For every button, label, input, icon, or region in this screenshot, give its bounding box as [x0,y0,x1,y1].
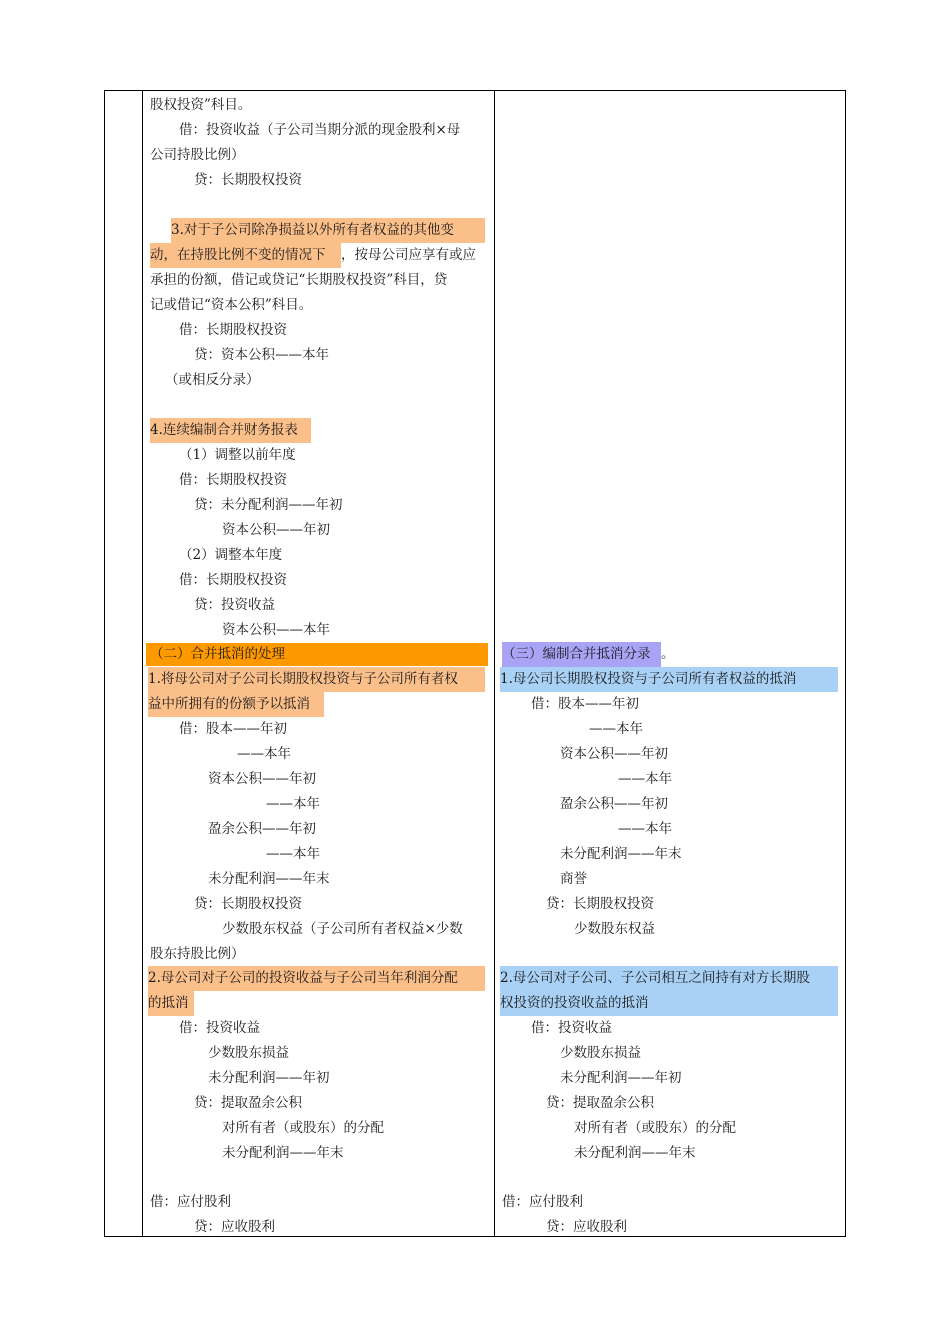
highlighted-heading: 2.母公司对子公司、子公司相互之间持有对方长期股 [500,966,838,991]
text-line: 资本公积——年初 [560,746,668,762]
text-line: 贷：投资收益 [194,597,275,613]
text-line: 记或借记“资本公积”科目。 [150,297,313,313]
text-line: （1）调整以前年度 [179,447,296,463]
text-line: （或相反分录） [165,372,260,388]
text-line: 对所有者（或股东）的分配 [222,1120,384,1136]
text-line: 对所有者（或股东）的分配 [574,1120,736,1136]
text-line: 借：应付股利 [150,1194,231,1210]
highlighted-heading: 1.将母公司对子公司长期股权投资与子公司所有者权 [148,667,485,692]
highlighted-heading: 2.母公司对子公司的投资收益与子公司当年利润分配 [148,966,485,991]
text-line: 股权投资”科目。 [150,97,252,113]
highlighted-heading: 动，在持股比例不变的情况下 [150,243,341,268]
section-title: （三）编制合并抵消分录 [502,642,661,667]
text-line: 少数股东损益 [208,1045,289,1061]
highlighted-heading: 的抵消 [148,991,194,1016]
text-line: 资本公积——本年 [222,622,330,638]
text-line: 资本公积——年初 [222,522,330,538]
text-line: 商誉 [560,871,587,887]
section-title: （二）合并抵消的处理 [150,646,285,662]
text-line: ——本年 [266,796,320,812]
text-line: 股东持股比例） [150,946,245,962]
text-line: 借：长期股权投资 [179,572,287,588]
text-line: 未分配利润——年末 [560,846,682,862]
text-line: 借：投资收益 [531,1020,612,1036]
text-line: ——本年 [618,821,672,837]
text-line: 未分配利润——年初 [208,1070,330,1086]
text-line: 借：长期股权投资 [179,322,287,338]
text-line: 少数股东损益 [560,1045,641,1061]
text-line: ，按母公司应享有或应 [341,247,476,263]
text-line: 贷：提取盈余公积 [194,1095,302,1111]
text-line: 未分配利润——年末 [208,871,330,887]
highlighted-heading: 3.对于子公司除净损益以外所有者权益的其他变 [171,218,485,243]
text-line: 盈余公积——年初 [560,796,668,812]
text-line: 借：投资收益（子公司当期分派的现金股利×母 [179,122,461,138]
highlighted-heading: 1.母公司长期股权投资与子公司所有者权益的抵消 [500,667,838,692]
text-line: 贷：应收股利 [546,1219,627,1235]
text-line: 借：应付股利 [502,1194,583,1210]
highlighted-heading: 4.连续编制合并财务报表 [150,418,311,443]
column-divider [494,91,495,1236]
highlighted-heading: 益中所拥有的份额予以抵消 [148,692,324,717]
text-line: 少数股东权益（子公司所有者权益×少数 [222,921,463,937]
text-line: 借：投资收益 [179,1020,260,1036]
column-divider [142,91,143,1236]
text-line: ——本年 [589,721,643,737]
text-line: 未分配利润——年末 [222,1145,344,1161]
text-line: 资本公积——年初 [208,771,316,787]
text-line: 少数股东权益 [574,921,655,937]
text-line: 盈余公积——年初 [208,821,316,837]
text-line: （2）调整本年度 [179,547,283,563]
text-line: ——本年 [237,746,291,762]
text-line: 借：股本——年初 [179,721,287,737]
text-line: 借：股本——年初 [531,696,639,712]
text-line: 贷：应收股利 [194,1219,275,1235]
text-line: 贷：资本公积——本年 [194,347,329,363]
text-line: ——本年 [618,771,672,787]
text-line: 贷：长期股权投资 [546,896,654,912]
text-line: 。 [661,646,675,662]
text-line: 未分配利润——年初 [560,1070,682,1086]
text-line: 贷：提取盈余公积 [546,1095,654,1111]
text-line: 贷：长期股权投资 [194,896,302,912]
text-line: ——本年 [266,846,320,862]
text-line: 借：长期股权投资 [179,472,287,488]
text-line: 贷：未分配利润——年初 [194,497,343,513]
highlighted-heading: 权投资的投资收益的抵消 [500,991,838,1016]
text-line: 贷：长期股权投资 [194,172,302,188]
text-line: 未分配利润——年末 [574,1145,696,1161]
text-line: 公司持股比例） [150,147,245,163]
text-line: 承担的份额，借记或贷记“长期股权投资”科目，贷 [150,272,448,288]
